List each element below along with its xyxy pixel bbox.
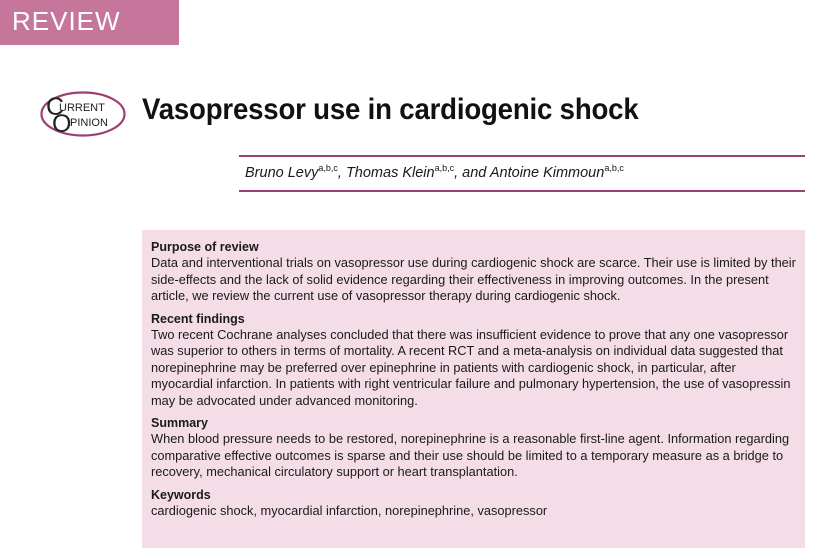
author-name: Bruno Levy	[245, 165, 319, 181]
svg-text:O: O	[52, 110, 72, 137]
author-name: Antoine Kimmoun	[489, 165, 605, 181]
section-body: Data and interventional trials on vasopressor use during cardiogenic shock are scarce. Their use is limited by their side-effects and the lack of solid evidence regarding their effectiveness in improving outcomes. In the present article, we review the current use of vasopressor therapy during cardiogenic shock.	[151, 255, 796, 303]
review-tab: REVIEW	[0, 0, 179, 45]
author-affiliation: a,b,c	[318, 163, 338, 173]
section-body: cardiogenic shock, myocardial infarction, norepinephrine, vasopressor	[151, 502, 548, 518]
current-opinion-logo	[40, 91, 126, 137]
abstract-box	[142, 230, 805, 548]
svg-text:PINION: PINION	[70, 117, 108, 129]
section-body: When blood pressure needs to be restored, norepinephrine is a reasonable first-line agent. Information regarding comparative effective outcomes is sparse and their use should be limited to a temporary measure as a bridge to recovery, mechanical circulatory support or heart transplantation.	[151, 431, 790, 479]
author-affiliation: a,b,c	[604, 163, 624, 173]
svg-text:C: C	[46, 93, 65, 121]
section-heading: Recent findings	[151, 311, 245, 326]
author-rule-bottom	[239, 190, 805, 192]
section-body: Two recent Cochrane analyses concluded that there was insufficient evidence to prove that any one vasopressor was superior to others in terms of mortality. A recent RCT and a meta-analysis on individual data suggested that norepinephrine may be preferred over epinephrine in patients with cardiogenic shock, in particular, after myocardial infarction. In patients with right ventricular failure and pulmonary hypertension, the use of vasopressin may be advocated under advanced monitoring.	[151, 326, 791, 408]
abstract-section-purpose	[151, 240, 797, 305]
author-line: Bruno Levy$^{a,b,c}$, Thomas Klein$^{a,b,c}$, and Antoine Kimmoun$^{a,b,c}$	[245, 163, 624, 181]
section-heading: Summary	[151, 416, 208, 430]
section-heading: Purpose of review	[151, 240, 259, 254]
abstract-section-findings	[151, 312, 797, 410]
abstract-section-keywords	[151, 488, 797, 520]
svg-text:URRENT: URRENT	[59, 102, 105, 114]
article-title: Vasopressor use in cardiogenic shock	[142, 93, 639, 126]
abstract-section-summary	[151, 416, 797, 481]
author-rule-top	[239, 155, 805, 157]
section-heading: Keywords	[151, 487, 211, 502]
author-affiliation: a,b,c	[434, 163, 455, 173]
author-name: Thomas Klein	[345, 165, 435, 181]
